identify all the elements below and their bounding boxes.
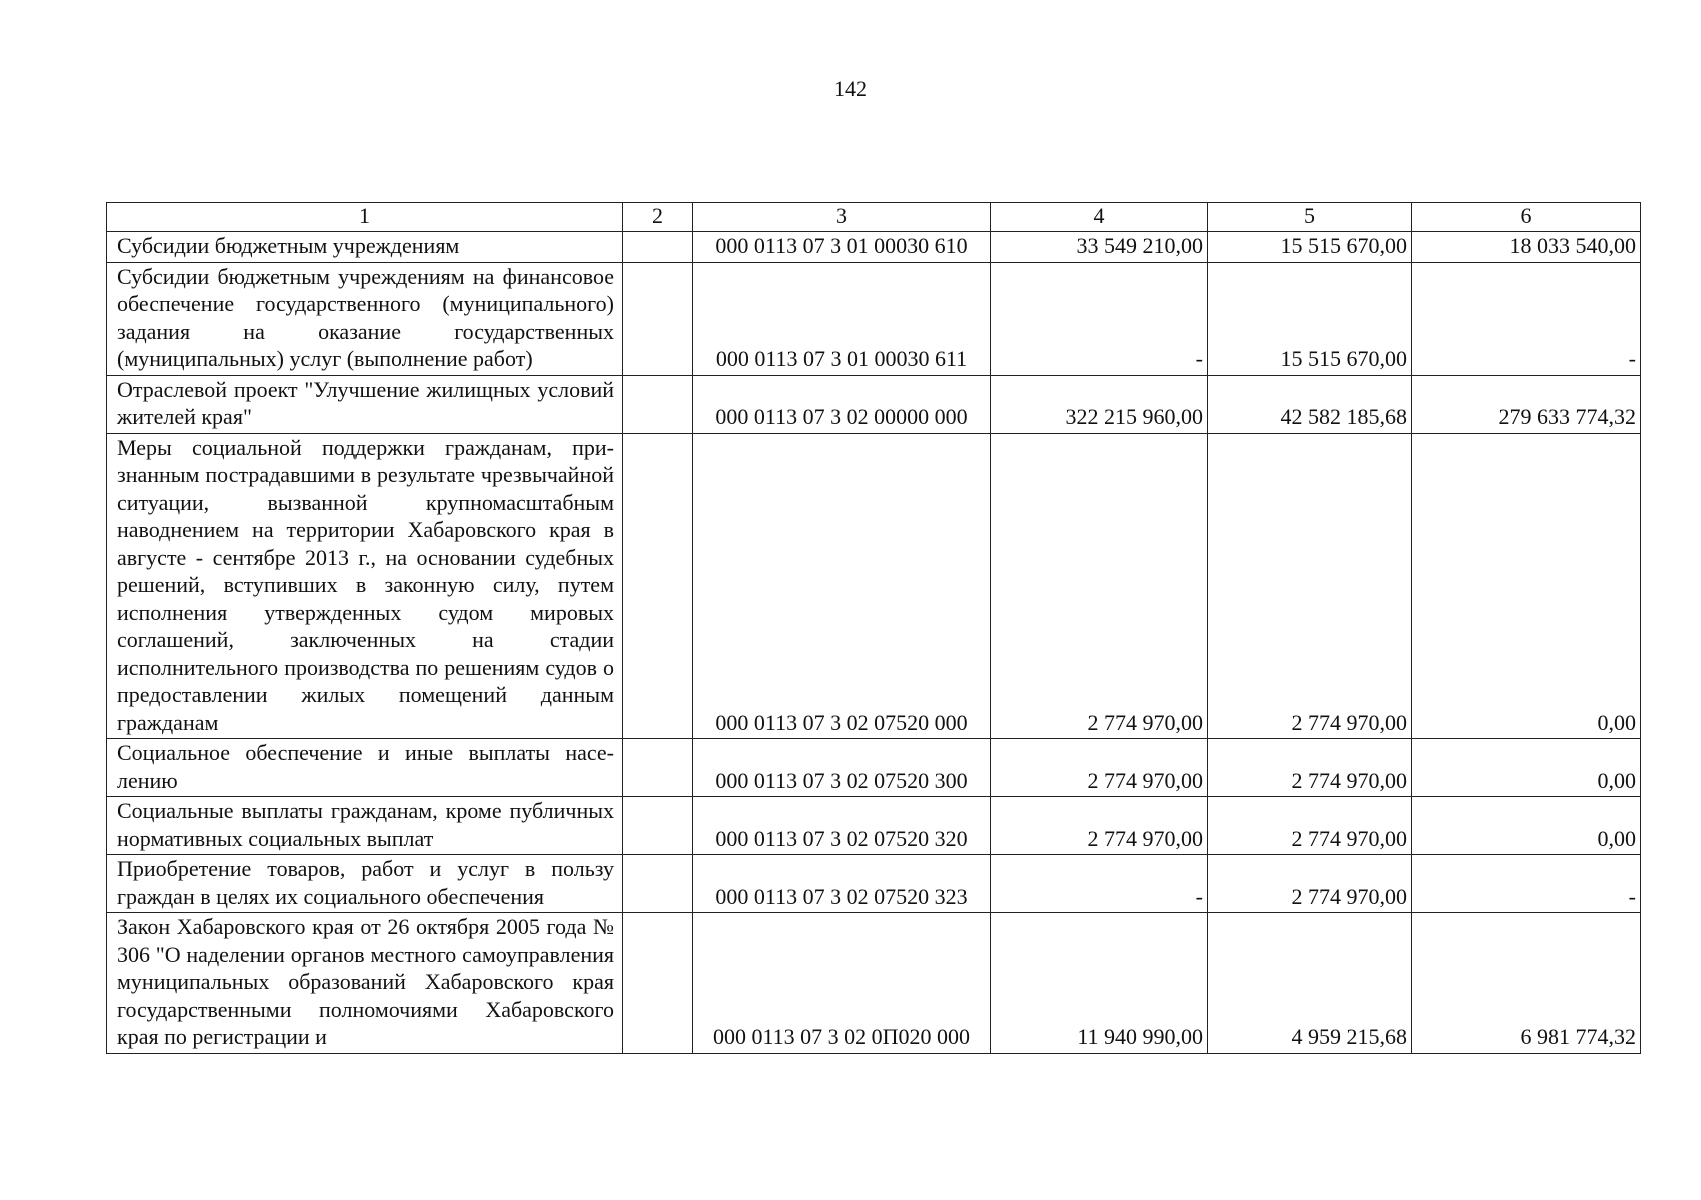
- row-value-6: 0,00: [1412, 433, 1641, 739]
- row-value-4: 2 774 970,00: [991, 433, 1208, 739]
- column-header-2: 2: [623, 203, 693, 232]
- row-value-5: 2 774 970,00: [1208, 739, 1412, 797]
- row-code: 000 0113 07 3 02 07520 320: [693, 797, 991, 855]
- row-value-4: 2 774 970,00: [991, 739, 1208, 797]
- row-value-5: 42 582 185,68: [1208, 375, 1412, 433]
- row-col2: [623, 433, 693, 739]
- row-value-6: 279 633 774,32: [1412, 375, 1641, 433]
- row-value-4: 33 549 210,00: [991, 232, 1208, 263]
- row-value-5: 2 774 970,00: [1208, 797, 1412, 855]
- row-code: 000 0113 07 3 02 07520 323: [693, 855, 991, 913]
- row-value-5: 15 515 670,00: [1208, 262, 1412, 375]
- row-name: Отраслевой проект "Улучшение жилищных условий жителей края": [107, 375, 623, 433]
- row-name: Социальные выплаты гражданам, кроме публичных нормативных социальных выплат: [107, 797, 623, 855]
- row-value-6: 0,00: [1412, 797, 1641, 855]
- table-row: [107, 855, 1641, 913]
- table-row: [107, 232, 1641, 263]
- row-value-6: -: [1412, 855, 1641, 913]
- row-col2: [623, 797, 693, 855]
- row-col2: [623, 262, 693, 375]
- row-name: Меры социальной поддержки гражданам, признанным пострадавшими в результате чрезвычайной ситуации, вызванной крупномасштабным наводнением на территории Хабаровского края в августе - сентябре 2013 г., на основании судебных решений, вступивших в законную силу, путем исполнения утвержденных судом мировых соглашений, заключенных на стадии исполнительного производства по решениям судов о предоставлении жилых помещений данным гражданам: [107, 433, 623, 739]
- row-col2: [623, 855, 693, 913]
- row-value-4: -: [991, 262, 1208, 375]
- row-value-6: -: [1412, 262, 1641, 375]
- row-name: Приобретение товаров, работ и услуг в пользу граждан в целях их социального обеспечения: [107, 855, 623, 913]
- row-name: Социальное обеспечение и иные выплаты населению: [107, 739, 623, 797]
- row-code: 000 0113 07 3 01 00030 610: [693, 232, 991, 263]
- column-header-3: 3: [693, 203, 991, 232]
- row-col2: [623, 739, 693, 797]
- row-col2: [623, 913, 693, 1054]
- page-number: 142: [834, 76, 867, 101]
- row-name: Закон Хабаровского края от 26 октября 2005 года № 306 "О наделении органов местного самоуправления муниципальных образований Хабаровского края государственными полномочиями Хабаровского края по регистрации и: [107, 913, 623, 1054]
- header-row: [107, 203, 1641, 232]
- table-row: [107, 797, 1641, 855]
- row-value-5: 4 959 215,68: [1208, 913, 1412, 1054]
- row-name: Субсидии бюджетным учреждениям на финансовое обеспечение государственного (муниципального) задания на оказание государственных (муниципальных) услуг (выполнение работ): [107, 262, 623, 375]
- row-col2: [623, 375, 693, 433]
- budget-table-container: [106, 202, 1641, 1054]
- row-value-6: 6 981 774,32: [1412, 913, 1641, 1054]
- row-value-4: 2 774 970,00: [991, 797, 1208, 855]
- row-col2: [623, 232, 693, 263]
- row-code: 000 0113 07 3 01 00030 611: [693, 262, 991, 375]
- row-code: 000 0113 07 3 02 07520 300: [693, 739, 991, 797]
- table-row: [107, 375, 1641, 433]
- row-name: Субсидии бюджетным учреждениям: [107, 232, 623, 263]
- row-value-6: 18 033 540,00: [1412, 232, 1641, 263]
- row-value-4: 322 215 960,00: [991, 375, 1208, 433]
- row-value-5: 2 774 970,00: [1208, 855, 1412, 913]
- row-value-6: 0,00: [1412, 739, 1641, 797]
- column-header-6: 6: [1412, 203, 1641, 232]
- budget-table: [106, 202, 1641, 1054]
- row-code: 000 0113 07 3 02 07520 000: [693, 433, 991, 739]
- row-value-4: -: [991, 855, 1208, 913]
- row-value-5: 15 515 670,00: [1208, 232, 1412, 263]
- column-header-1: 1: [107, 203, 623, 232]
- row-value-5: 2 774 970,00: [1208, 433, 1412, 739]
- table-row: [107, 433, 1641, 739]
- row-code: 000 0113 07 3 02 0П020 000: [693, 913, 991, 1054]
- column-header-5: 5: [1208, 203, 1412, 232]
- column-header-4: 4: [991, 203, 1208, 232]
- row-value-4: 11 940 990,00: [991, 913, 1208, 1054]
- table-row: [107, 913, 1641, 1054]
- table-row: [107, 739, 1641, 797]
- row-code: 000 0113 07 3 02 00000 000: [693, 375, 991, 433]
- table-row: [107, 262, 1641, 375]
